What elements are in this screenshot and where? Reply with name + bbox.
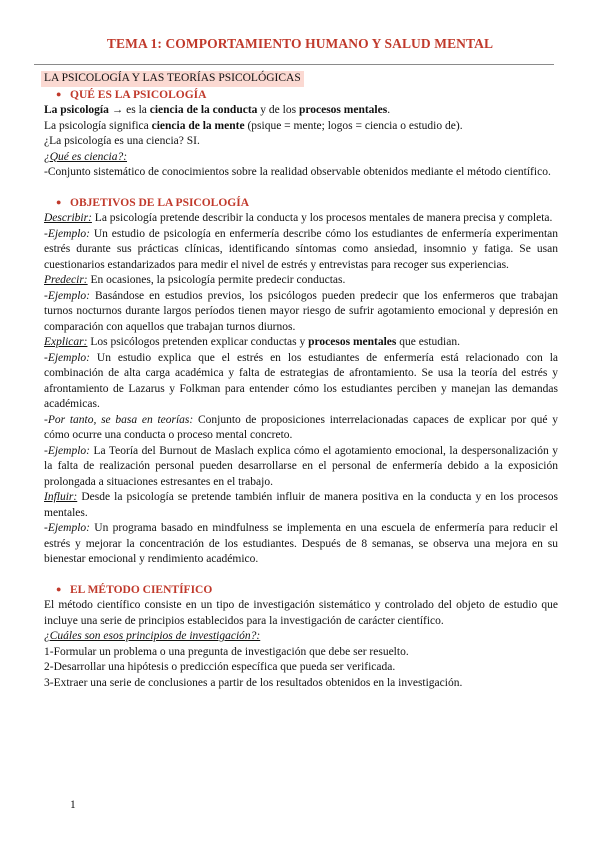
example-3: -Ejemplo: Un estudio explica que el estrés en los estudiantes de enfermería está relacionado con la combinación de alta carga académica y falta de estrategias de afrontamiento. Se usa la teoría del estrés y afrontamiento de Lazarus y Folkman para entender cómo los estudiantes perciben y manejan las demandas académicas. bbox=[44, 351, 558, 410]
bullet-icon: ● bbox=[56, 583, 62, 594]
example-2: -Ejemplo: Basándose en estudios previos, los psicólogos pueden predecir que los enfermeros que trabajan turnos nocturnos durante largos períodos tienen mayor riesgo de sufrir agotamiento emocional y depresión en comparación con aquellos que trabajan turnos diurnos. bbox=[44, 289, 558, 333]
method-intro: El método científico consiste en un tipo de investigación sistemático y controlado del objeto de estudio que incluye una serie de principios establecidos para la investigación de carácter científico. bbox=[44, 599, 558, 627]
principle-item: 2-Desarrollar una hipótesis o predicción específica que pueda ser verificada. bbox=[44, 661, 396, 673]
page-number: 1 bbox=[70, 799, 76, 811]
heading-que-es: ● QUÉ ES LA PSICOLOGÍA bbox=[56, 88, 207, 101]
example-5: -Ejemplo: Un programa basado en mindfulness se implementa en una escuela de enfermería para reducir el estrés y mejorar la concentración de los estudiantes. Después de 8 semanas, se observa una mejora en su bienestar emocional y rendimiento académico. bbox=[44, 522, 558, 565]
section-title: LA PSICOLOGÍA Y LAS TEORÍAS PSICOLÓGICAS bbox=[41, 71, 304, 87]
document-body bbox=[44, 71, 558, 691]
heading-objetivos: ● OBJETIVOS DE LA PSICOLOGÍA bbox=[56, 196, 250, 209]
title-divider bbox=[34, 64, 554, 65]
theories-paragraph: -Por tanto, se basa en teorías: Conjunto de proposiciones interrelacionadas capaces de explicar por qué y cómo ocurre una conducta o proceso mental concreto. bbox=[44, 413, 558, 441]
what-is-science-heading: ¿Qué es ciencia?: bbox=[44, 150, 128, 163]
objective-explicar: Explicar: Los psicólogos pretenden explicar conductas y procesos mentales que estudian. bbox=[44, 336, 460, 348]
principle-item: 3-Extraer una serie de conclusiones a partir de los resultados obtenidos en la investigación. bbox=[44, 676, 463, 689]
objective-predecir: Predecir: En ocasiones, la psicología permite predecir conductas. bbox=[44, 274, 346, 286]
science-question: ¿La psicología es una ciencia? SI. bbox=[44, 135, 200, 147]
meaning-paragraph: La psicología significa ciencia de la mente (psique = mente; logos = ciencia o estudio de). bbox=[44, 119, 463, 132]
bullet-icon: ● bbox=[56, 88, 62, 99]
science-definition: -Conjunto sistemático de conocimientos sobre la realidad observable obtenidos mediante el método científico. bbox=[44, 166, 551, 178]
principles-question: ¿Cuáles son esos principios de investigación?: bbox=[44, 630, 261, 642]
definition-paragraph: La psicología → es la ciencia de la conducta y de los procesos mentales. bbox=[44, 104, 391, 116]
bullet-icon: ● bbox=[56, 196, 62, 207]
objective-influir: Influir: Desde la psicología se pretende también influir de manera positiva en la conducta y en los procesos mentales. bbox=[44, 491, 558, 519]
example-4: -Ejemplo: La Teoría del Burnout de Maslach explica cómo el agotamiento emocional, la despersonalización y la falta de realización personal pueden desarrollarse en el personal de enfermería debido a la exposición prolongada a situaciones estresantes en el trabajo. bbox=[44, 444, 558, 488]
heading-metodo: ● EL MÉTODO CIENTÍFICO bbox=[56, 583, 213, 596]
objective-describir: Describir: La psicología pretende describir la conducta y los procesos mentales de manera precisa y completa. bbox=[44, 212, 553, 224]
document-title: TEMA 1: COMPORTAMIENTO HUMANO Y SALUD MENTAL bbox=[106, 36, 494, 51]
example-1: -Ejemplo: Un estudio de psicología en enfermería describe cómo los estudiantes de enfermería experimentan estrés durante sus prácticas clínicas, identificando síntomas como ansiedad, insomnio y fatiga. Se usan cuestionarios estandarizados para medir el nivel de estrés y entrevistas para recoger sus experiencias. bbox=[44, 227, 558, 271]
principle-item: 1-Formular un problema o una pregunta de investigación que debe ser resuelto. bbox=[44, 645, 409, 658]
